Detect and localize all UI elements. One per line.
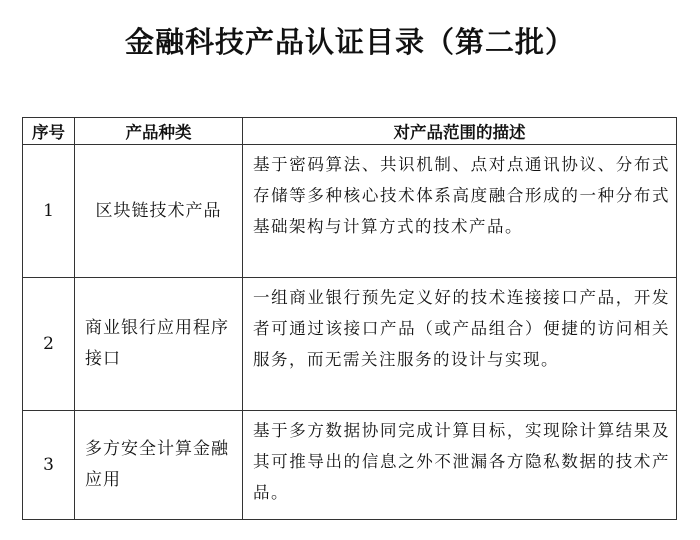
document-title: 金融科技产品认证目录（第二批）	[124, 25, 575, 59]
header-serial-number: 序号	[23, 118, 75, 145]
row-product-type: 区块链技术产品	[75, 145, 243, 278]
row-scope-description: 基于密码算法、共识机制、点对点通讯协议、分布式存储等多种核心技术体系高度融合形成的一种分布式基础架构与计算方式的技术产品。	[243, 145, 677, 278]
table-header-row	[23, 118, 677, 145]
row-product-type: 多方安全计算金融应用	[75, 411, 243, 520]
header-product-type: 产品种类	[75, 118, 243, 145]
catalog-table	[22, 117, 677, 520]
row-serial-number: 1	[23, 145, 75, 278]
header-scope-description: 对产品范围的描述	[243, 118, 677, 145]
row-serial-number: 3	[23, 411, 75, 520]
row-scope-description: 一组商业银行预先定义好的技术连接接口产品，开发者可通过该接口产品（或产品组合）便捷的访问相关服务，而无需关注服务的设计与实现。	[243, 278, 677, 411]
row-serial-number: 2	[23, 278, 75, 411]
row-product-type: 商业银行应用程序接口	[75, 278, 243, 411]
table-row	[23, 278, 677, 411]
row-scope-description: 基于多方数据协同完成计算目标，实现除计算结果及其可推导出的信息之外不泄漏各方隐私数据的技术产品。	[243, 411, 677, 520]
table-row	[23, 145, 677, 278]
table-row	[23, 411, 677, 520]
